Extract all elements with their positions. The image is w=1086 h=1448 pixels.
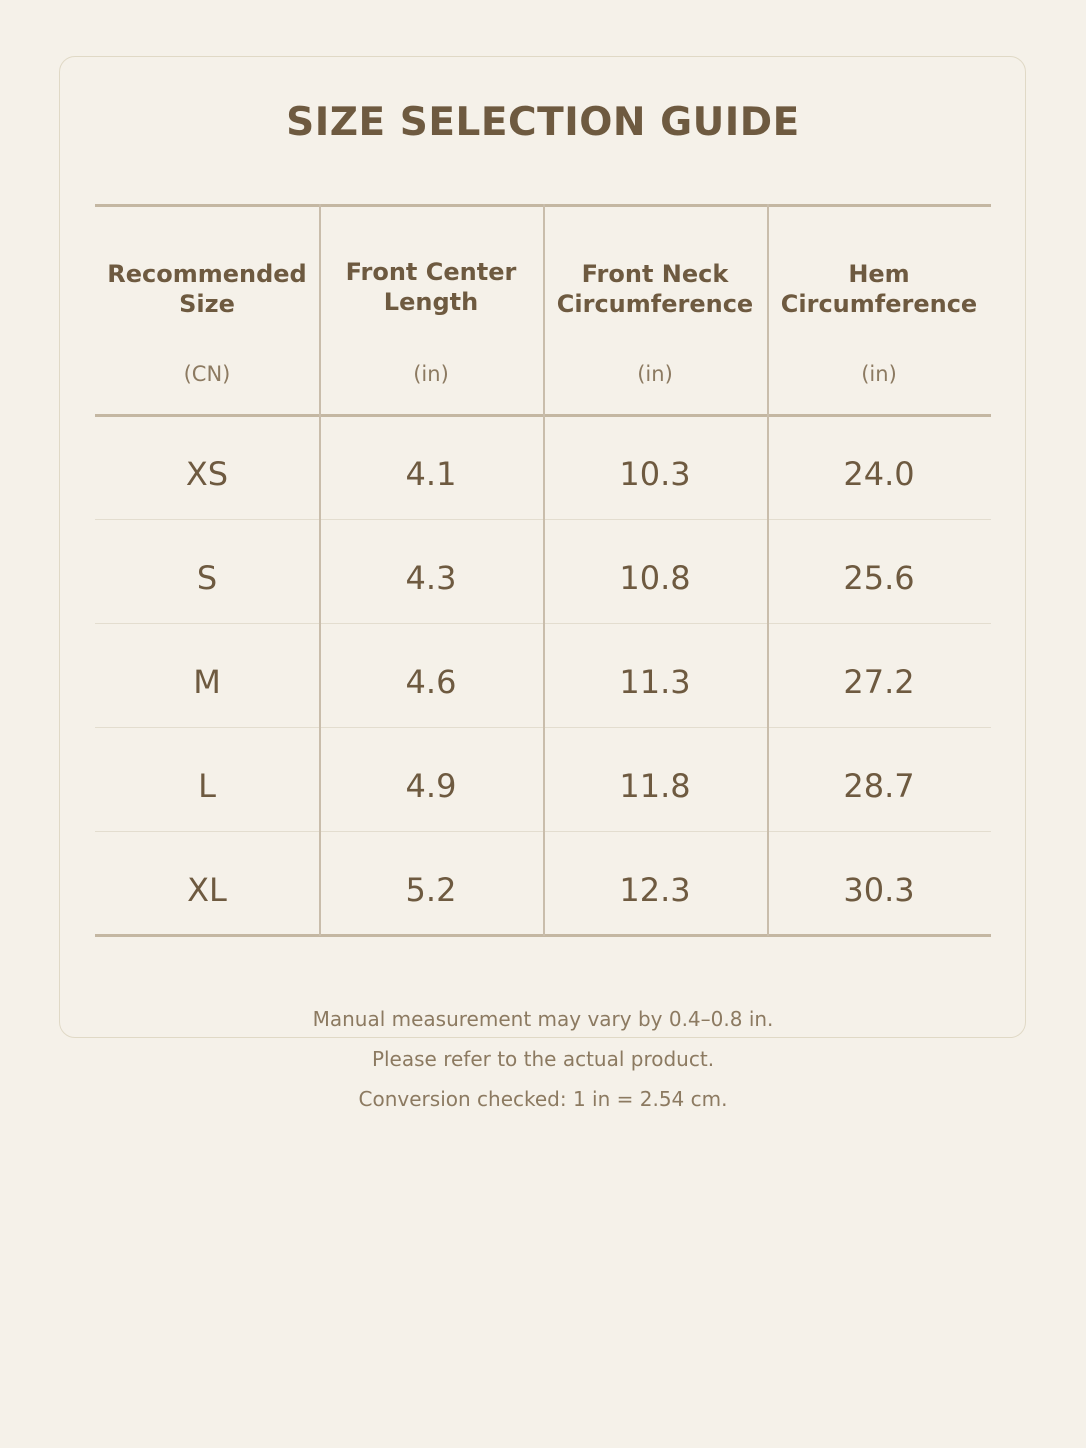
table-cell-value: 4.3 (405, 559, 457, 597)
header-front-center-length (319, 257, 543, 317)
measurement-note: Manual measurement may vary by 0.4–0.8 in. (312, 1007, 774, 1031)
header-unit: (in) (861, 362, 897, 386)
header-unit-cell (95, 362, 319, 386)
header-front-neck-circumference (543, 259, 767, 319)
table-cell-size: M (193, 663, 221, 701)
table-cell-size: XS (185, 455, 229, 493)
table-cell-value: 4.9 (405, 767, 457, 805)
header-unit: (in) (637, 362, 673, 386)
table-cell-value: 4.6 (405, 663, 457, 701)
header-title: Front Neck Circumference (556, 260, 754, 318)
table-cell-value: 10.3 (619, 455, 691, 493)
product-note: Please refer to the actual product. (371, 1047, 715, 1071)
table-cell-value: 5.2 (405, 871, 457, 909)
header-title: Front Center Length (345, 258, 517, 316)
size-table (95, 204, 991, 936)
header-unit-cell (767, 362, 991, 386)
table-cell-value: 25.6 (843, 559, 915, 597)
table-cell-size: S (196, 559, 218, 597)
table-cell-value: 10.8 (619, 559, 691, 597)
table-cell-value: 11.8 (619, 767, 691, 805)
table-cell-value: 11.3 (619, 663, 691, 701)
table-cell-value: 27.2 (843, 663, 915, 701)
header-title: Hem Circumference (780, 260, 978, 318)
conversion-note: Conversion checked: 1 in = 2.54 cm. (358, 1087, 728, 1111)
header-unit-cell (543, 362, 767, 386)
page-title: SIZE SELECTION GUIDE (286, 100, 800, 145)
header-unit: (CN) (183, 362, 231, 386)
table-cell-value: 4.1 (405, 455, 457, 493)
header-hem-circumference (767, 259, 991, 319)
table-cell-size: L (198, 767, 216, 805)
table-cell-value: 12.3 (619, 871, 691, 909)
header-unit: (in) (413, 362, 449, 386)
header-unit-cell (319, 362, 543, 386)
table-cell-size: XL (187, 871, 227, 909)
table-cell-value: 28.7 (843, 767, 915, 805)
header-title: Recommended Size (107, 260, 307, 318)
table-cell-value: 30.3 (843, 871, 915, 909)
header-recommended-size (95, 259, 319, 319)
table-cell-value: 24.0 (843, 455, 915, 493)
